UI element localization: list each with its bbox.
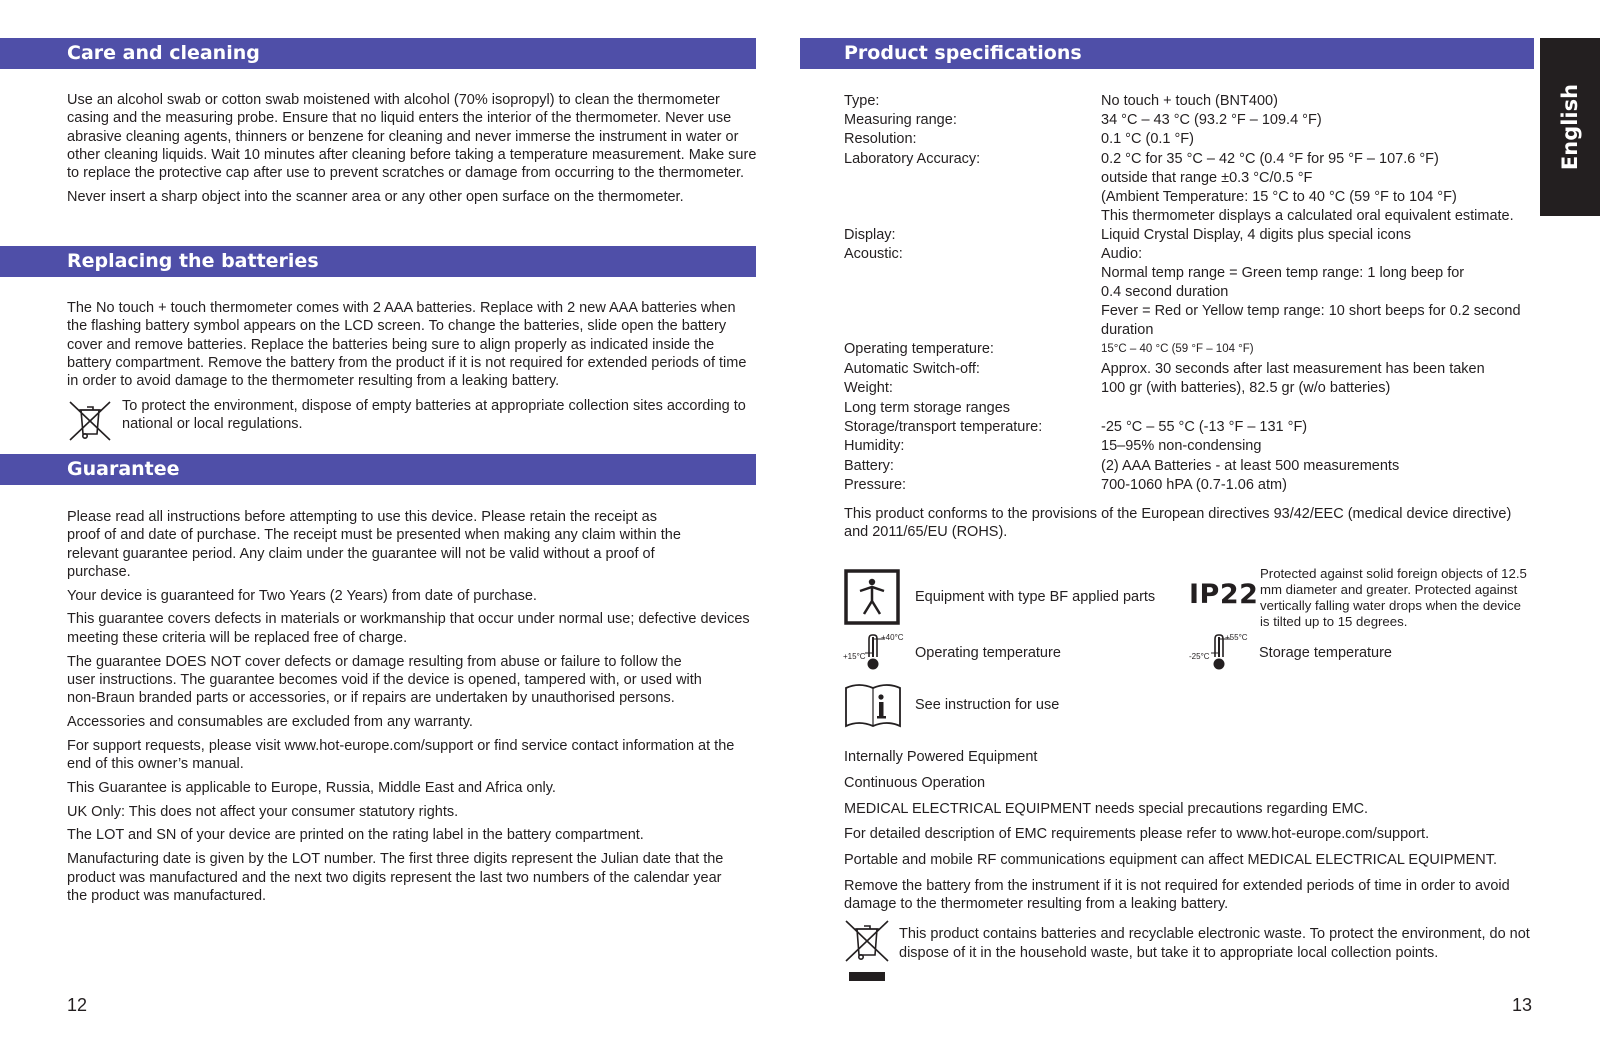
spec-label: Display: [844, 227, 896, 243]
paragraph: Your device is guaranteed for Two Years (2 Years) from date of purchase. [67, 587, 537, 604]
specs-heading: Product specifications [800, 38, 1534, 69]
storage-temperature-icon [1189, 633, 1251, 673]
paragraph: Never insert a sharp object into the scanner area or any other open surface on the thermometer. [67, 188, 684, 205]
spec-label: Measuring range: [844, 112, 957, 128]
spec-label: Laboratory Accuracy: [844, 151, 981, 167]
spec-label: Storage/transport temperature: [844, 419, 1043, 435]
spec-value: Approx. 30 seconds after last measurement has been taken [1101, 361, 1485, 377]
spec-value: 15–95% non-condensing [1101, 438, 1262, 454]
spec-label: Weight: [844, 380, 893, 396]
bf-applied-part-icon [844, 569, 900, 625]
paragraph: The guarantee DOES NOT cover defects or damage resulting from abuse or failure to follow the user instructions. The guarantee becomes void if the device is opened, tampered with, or used with non-Braun branded parts or accessories, or if repairs are undertaken by unauthorised persons. [67, 653, 702, 707]
care-section [67, 91, 757, 212]
paragraph: For support requests, please visit www.hot-europe.com/support or find service contact information at the end of this owner’s manual. [67, 737, 735, 773]
crossed-bin-icon [843, 919, 891, 983]
batteries-heading: Replacing the batteries [0, 246, 756, 277]
weee-note: This product contains batteries and recyclable electronic waste. To protect the environment, do not dispose of it in the household waste, but take it to appropriate local collection points. [899, 926, 1530, 961]
operating-temperature-icon [843, 633, 905, 673]
note: Portable and mobile RF communications equipment can affect MEDICAL ELECTRICAL EQUIPMENT. [844, 852, 1498, 869]
spec-value: No touch + touch (BNT400) [1101, 93, 1278, 109]
paragraph: This Guarantee is applicable to Europe, Russia, Middle East and Africa only. [67, 779, 556, 796]
paragraph: Accessories and consumables are excluded from any warranty. [67, 713, 473, 730]
spec-value: 700-1060 hPA (0.7-1.06 atm) [1101, 477, 1287, 493]
ip-description: Protected against solid foreign objects of 12.5 mm diameter and greater. Protected against vertically falling water drops when the device is tilted up to 15 degrees. [1260, 566, 1527, 629]
paragraph: UK Only: This does not affect your consumer statutory rights. [67, 803, 459, 820]
note: MEDICAL ELECTRICAL EQUIPMENT needs special precautions regarding EMC. [844, 800, 1369, 817]
spec-value: 0.1 °C (0.1 °F) [1101, 131, 1194, 147]
paragraph: The No touch + touch thermometer comes with 2 AAA batteries. Replace with 2 new AAA batteries when the flashing battery symbol appears on the LCD screen. To change the batteries, slide open the battery cover and remove batteries. Replace the batteries being sure to align properly as indicated inside the battery compartment. Remove the battery from the product if it is not required for extended periods of time in order to avoid damage to the thermometer resulting from a leaking battery. [67, 300, 747, 390]
note: Internally Powered Equipment [844, 749, 1038, 765]
batteries-section [67, 299, 757, 396]
spec-value: -25 °C – 55 °C (-13 °F – 131 °F) [1101, 419, 1308, 435]
spec-label: Long term storage ranges [844, 400, 1011, 416]
info-book-icon [844, 682, 902, 730]
spec-label: Type: [844, 93, 880, 109]
spec-value: 34 °C – 43 °C (93.2 °F – 109.4 °F) [1101, 112, 1322, 128]
spec-value: (2) AAA Batteries - at least 500 measurements [1101, 458, 1400, 474]
spec-value: Liquid Crystal Display, 4 digits plus special icons [1101, 227, 1412, 243]
conformity-statement: This product conforms to the provisions of the European directives 93/42/EEC (medical device directive) and 2011/65/EU (ROHS). [844, 506, 1512, 541]
paragraph: Please read all instructions before attempting to use this device. Please retain the receipt as proof of and date of purchase. The receipt must be presented when making any claim within the relevant guarantee period. Any claim under the guarantee will not be valid without a proof of purchase. [67, 509, 681, 580]
spec-value: 15°C – 40 °C (59 °F – 104 °F) [1101, 343, 1254, 355]
paragraph: This guarantee covers defects in materials or workmanship that occur under normal use; defective devices meeting these criteria will be replaced free of charge. [67, 611, 750, 646]
temp-high-label: +55°C [1225, 633, 1248, 642]
page-number-left: 12 [67, 995, 88, 1015]
language-label: English [1558, 83, 1582, 171]
temp-high-label: +40°C [881, 633, 904, 642]
spec-value: 100 gr (with batteries), 82.5 gr (w/o batteries) [1101, 380, 1391, 396]
language-tab [1540, 38, 1600, 216]
notes-section [844, 748, 1534, 919]
battery-disposal-note: To protect the environment, dispose of empty batteries at appropriate collection sites according to national or local regulations. [122, 398, 746, 433]
storage-temperature-label: Storage temperature [1259, 645, 1392, 661]
spec-value: 0.2 °C for 35 °C – 42 °C (0.4 °F for 95 °F – 107.6 °F) outside that range ±0.3 °C/0.5 °F (Ambient Temperature: 15 °C to 40 °C (59 °F to 104 °F) This thermometer displays a calculated oral equivalent estimate. [1101, 151, 1514, 224]
bf-label: Equipment with type BF applied parts [915, 589, 1156, 605]
care-heading: Care and cleaning [0, 38, 756, 69]
note: Remove the battery from the instrument if it is not required for extended periods of time in order to avoid damage to the thermometer resulting from a leaking battery. [844, 877, 1510, 913]
spec-label: Automatic Switch-off: [844, 361, 980, 377]
guarantee-heading: Guarantee [0, 454, 756, 485]
spec-label: Resolution: [844, 131, 917, 147]
spec-label: Operating temperature: [844, 341, 994, 357]
paragraph: Manufacturing date is given by the LOT number. The first three digits represent the Julian date that the product was manufactured and the next two digits represent the last two numbers of the calendar year the product was manufactured. [67, 851, 724, 904]
spec-label: Humidity: [844, 438, 905, 454]
spec-label: Pressure: [844, 477, 907, 493]
temp-low-label: +15°C [843, 652, 866, 661]
crossed-bin-icon [68, 400, 112, 442]
guarantee-section [67, 508, 757, 911]
spec-value: Audio: Normal temp range = Green temp range: 1 long beep for 0.4 second duration Fever = Red or Yellow temp range: 10 short beeps for 0.2 second duration [1101, 246, 1521, 338]
paragraph: Use an alcohol swab or cotton swab moistened with alcohol (70% isopropyl) to clean the thermometer casing and the measuring probe. Ensure that no liquid enters the interior of the thermometer. Never use abrasive cleaning agents, thinners or benzene for cleaning and never immerse the instrument in water or other cleaning liquids. Wait 10 minutes after cleaning before taking a temperature measurement. Make sure to replace the protective cap after use to prevent scratches or damage from occurring to the thermometer. [67, 92, 757, 182]
spec-label: Acoustic: [844, 246, 903, 262]
note: Continuous Operation [844, 774, 986, 791]
instructions-label: See instruction for use [915, 697, 1060, 713]
page-number-right: 13 [1512, 995, 1533, 1015]
note: For detailed description of EMC requirements please refer to www.hot-europe.com/support. [844, 826, 1430, 843]
operating-temperature-label: Operating temperature [915, 645, 1061, 661]
ip-code: IP22 [1189, 579, 1259, 610]
temp-low-label: -25°C [1189, 652, 1210, 661]
spec-label: Battery: [844, 458, 894, 474]
paragraph: The LOT and SN of your device are printed on the rating label in the battery compartment. [67, 827, 644, 844]
